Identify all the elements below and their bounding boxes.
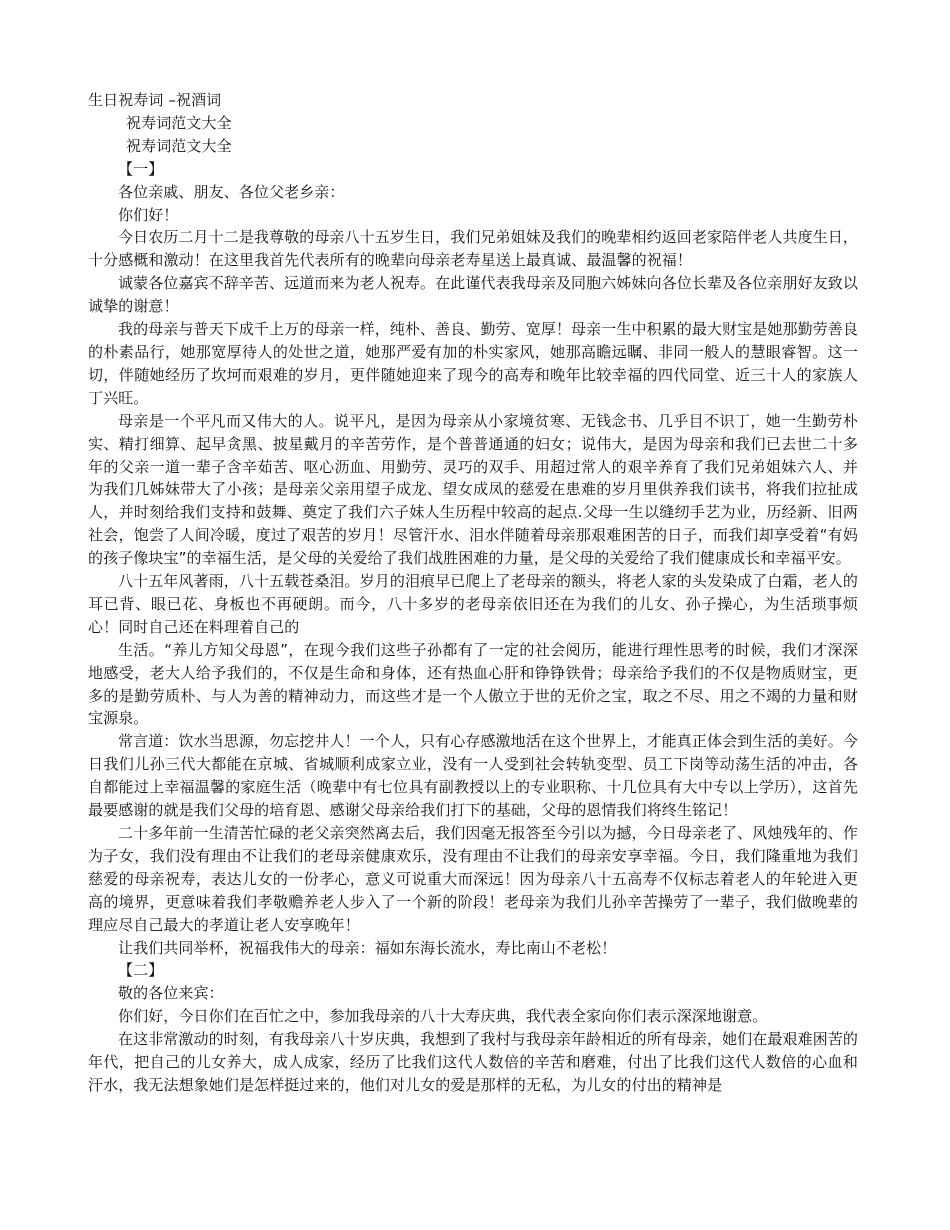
document-title: 生日祝寿词 –祝酒词 [88,91,222,109]
document-subtitle: 祝寿词范文大全 [126,136,232,155]
paragraph: 在这非常激动的时刻，有我母亲八十岁庆典，我想到了我村与我母亲年龄相近的所有母亲，她们在最艰难困苦的年代，把自己的儿女养大，成人成家，经历了比我们这代人数倍的辛苦和磨难，付出了比我们这代人数倍的心血和汗水，我无法想象她们是怎样挺过来的，他们对儿女的爱是那样的无私，为儿女的付出的精神是 [88,1030,858,1094]
document-subtitle: 祝寿词范文大全 [126,113,232,132]
document-body [88,89,858,1097]
paragraph: 母亲是一个平凡而又伟大的人。说平凡，是因为母亲从小家境贫寒、无钱念书、几乎目不识丁，她一生勤劳朴实、精打细算、起早贪黑、披星戴月的辛苦劳作，是个普普通通的妇女；说伟大，是因为母亲和我们已去世二十多年的父亲一道一辈子含辛茹苦、呕心沥血、用勤劳、灵巧的双手、用超过常人的艰辛养育了我们兄弟姐妹六人、并为我们几姊妹带大了小孩；是母亲父亲用望子成龙、望女成凤的慈爱在患难的岁月里供养我们读书，将我们拉扯成人，并时刻给我们支持和鼓舞、奠定了我们六子妹人生历程中较高的起点.父母一生以缝纫手艺为业，历经新、旧两社会，饱尝了人间冷暖，度过了艰苦的岁月！尽管汗水、泪水伴随着母亲那艰难困苦的日子，而我们却享受着“有妈的孩子像块宝”的幸福生活，是父母的关爱给了我们战胜困难的力量，是父母的关爱给了我们健康成长和幸福平安。 [88,411,858,568]
section-heading: 【二】 [118,961,164,980]
paragraph: 今日农历二月十二是我尊敬的母亲八十五岁生日，我们兄弟姐妹及我们的晚辈相约返回老家陪伴老人共度生日，十分感概和激动！在这里我首先代表所有的晚辈向母亲老寿星送上最真诚、最温馨的祝福！ [88,228,858,270]
paragraph: 二十多年前一生清苦忙碌的老父亲突然离去后，我们因毫无报答至今引以为撼，今日母亲老了、风烛残年的、作为子女，我们没有理由不让我们的老母亲健康欢乐，没有理由不让我们的母亲安享幸福。今日，我们隆重地为我们慈爱的母亲祝寿，表达儿女的一份孝心，意义可说重大而深远！因为母亲八十五高寿不仅标志着老人的年轮进入更高的境界，更意味着我们孝敬赡养老人步入了一个新的阶段！老母亲为我们儿孙辛苦操劳了一辈子，我们做晚辈的理应尽自己最大的孝道让老人安享晚年！ [88,824,858,934]
paragraph: 你们好！ [118,205,179,224]
paragraph: 八十五年风著雨，八十五载苍桑泪。岁月的泪痕早已爬上了老母亲的额头，将老人家的头发染成了白霜，老人的耳已背、眼已花、身板也不再硬朗。而今，八十多岁的老母亲依旧还在为我们的儿女、孙子操心，为生活琐事烦心！同时自己还在料理着自己的 [88,572,858,636]
paragraph: 常言道：饮水当思源，勿忘挖井人！一个人，只有心存感激地活在这个世界上，才能真正体会到生活的美好。今日我们儿孙三代大都能在京城、省城顺利成家立业，没有一人受到社会转轨变型、员工下岗等动荡生活的冲击，各自都能过上幸福温馨的家庭生活（晚辈中有七位具有副教授以上的专业职称、十几位具有大中专以上学历），这首先最要感谢的就是我们父母的培育恩、感谢父母亲给我们打下的基础，父母的恩情我们将终生铭记！ [88,732,858,820]
paragraph: 我的母亲与普天下成千上万的母亲一样，纯朴、善良、勤劳、宽厚！母亲一生中积累的最大财宝是她那勤劳善良的朴素品行，她那宽厚待人的处世之道，她那严爱有加的朴实家风，她那高瞻远瞩、非同一般人的慧眼睿智。这一切，伴随她经历了坎坷而艰难的岁月，更伴随她迎来了现今的高寿和晚年比较幸福的四代同堂、近三十人的家族人丁兴旺。 [88,320,858,407]
paragraph: 让我们共同举杯，祝福我伟大的母亲：福如东海长流水，寿比南山不老松！ [118,938,617,957]
paragraph: 诚蒙各位嘉宾不辞辛苦、远道而来为老人祝寿。在此谨代表我母亲及同胞六姊妹向各位长辈及各位亲朋好友致以诚挚的谢意！ [88,274,858,316]
paragraph: 生活。“养儿方知父母恩”，在现今我们这些子孙都有了一定的社会阅历，能进行理性思考的时候，我们才深深地感受，老大人给予我们的，不仅是生命和身体，还有热血心肝和铮铮铁骨；母亲给予我们的不仅是物质财宝，更多的是勤劳质朴、与人为善的精神动力，而这些才是一个人傲立于世的无价之宝，取之不尽、用之不竭的力量和财宝源泉。 [88,640,858,728]
section-heading: 【一】 [118,159,164,178]
paragraph: 敬的各位来宾： [118,984,224,1003]
paragraph: 各位亲戚、朋友、各位父老乡亲： [118,182,345,201]
paragraph: 你们好，今日你们在百忙之中，参加我母亲的八十大寿庆典，我代表全家向你们表示深深地谢意。 [118,1007,768,1026]
